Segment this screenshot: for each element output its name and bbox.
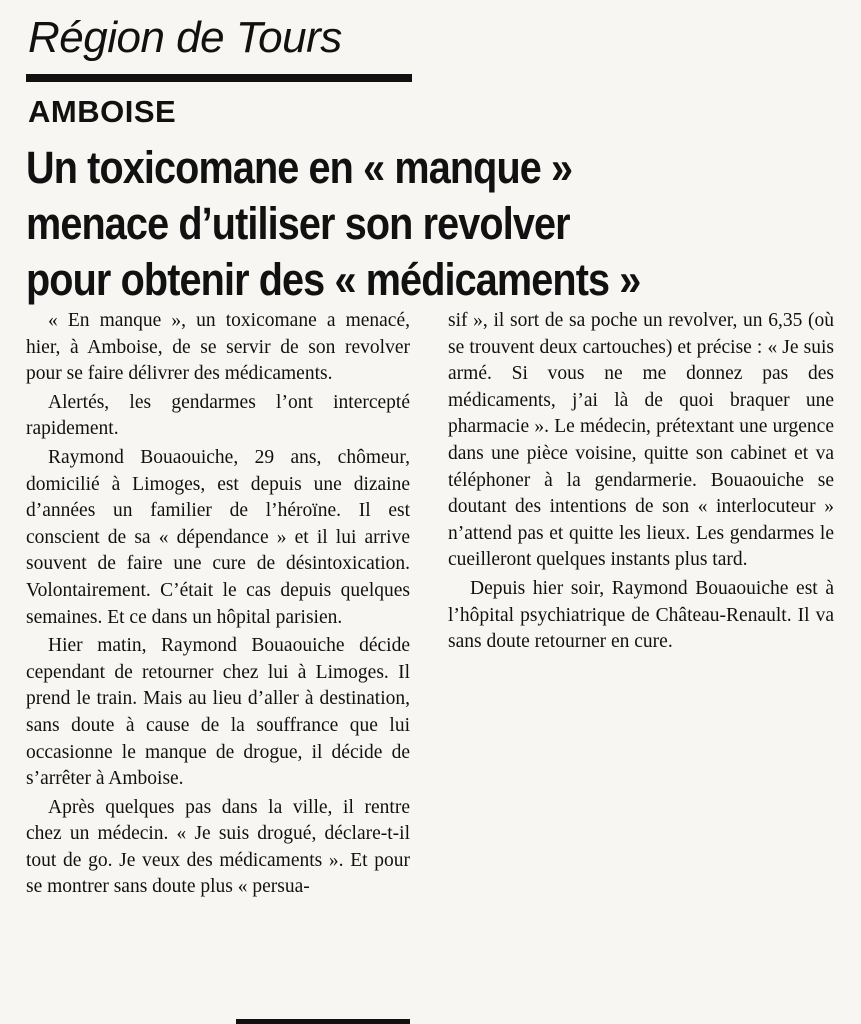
headline-line-3: pour obtenir des « médicaments » xyxy=(26,254,641,305)
headline-line-2: menace d’utiliser son revolver xyxy=(26,198,570,249)
article-column-left xyxy=(26,308,410,901)
paragraph: Raymond Bouaouiche, 29 ans, chômeur, domicilié à Limoges, est depuis une dizaine d’années un familier de l’héroïne. Il est conscient de sa « dépendance » et il lui arrive souvent de faire une cure de désintoxication. Volontairement. C’était le cas depuis quelques semaines. Et ce dans un hôpital parisien. xyxy=(26,446,410,628)
location-kicker: AMBOISE xyxy=(28,94,177,129)
headline xyxy=(26,140,748,308)
paragraph: Après quelques pas dans la ville, il rentre chez un médecin. « Je suis drogué, déclare-t-il tout de go. Je veux des médicaments ». Et pour se montrer sans doute plus « persua- xyxy=(26,796,410,898)
paragraph: Alertés, les gendarmes l’ont intercepté rapidement. xyxy=(26,391,410,440)
headline-line-1: Un toxicomane en « manque » xyxy=(26,142,573,193)
article-column-right xyxy=(448,308,834,656)
bottom-rule xyxy=(236,1019,410,1024)
paragraph: sif », il sort de sa poche un revolver, un 6,35 (où se trouvent deux cartouches) et précise : « Je suis armé. Si vous ne me donnez pas des médicaments, j’ai là de quoi braquer une pharmacie ». Le médecin, prétextant une urgence dans une pièce voisine, quitte son cabinet et va téléphoner à la gendarmerie. Bouaouiche se doutant des intentions de son « interlocuteur » n’attend pas et quitte les lieux. Les gendarmes le cueilleront quelques instants plus tard. xyxy=(448,310,834,571)
paragraph: « En manque », un toxicomane a menacé, hier, à Amboise, de se servir de son revolver pour se faire délivrer des médicaments. xyxy=(26,310,410,385)
paragraph: Depuis hier soir, Raymond Bouaouiche est à l’hôpital psychiatrique de Château-Renault. Il va sans doute retourner en cure. xyxy=(448,577,834,653)
paragraph: Hier matin, Raymond Bouaouiche décide cependant de retourner chez lui à Limoges. Il prend le train. Mais au lieu d’aller à destination, sans doute à cause de la souffrance que lui occasionne le manque de drogue, il décide de s’arrêter à Amboise. xyxy=(26,635,410,790)
section-rule xyxy=(26,74,412,82)
section-title: Région de Tours xyxy=(28,13,342,62)
